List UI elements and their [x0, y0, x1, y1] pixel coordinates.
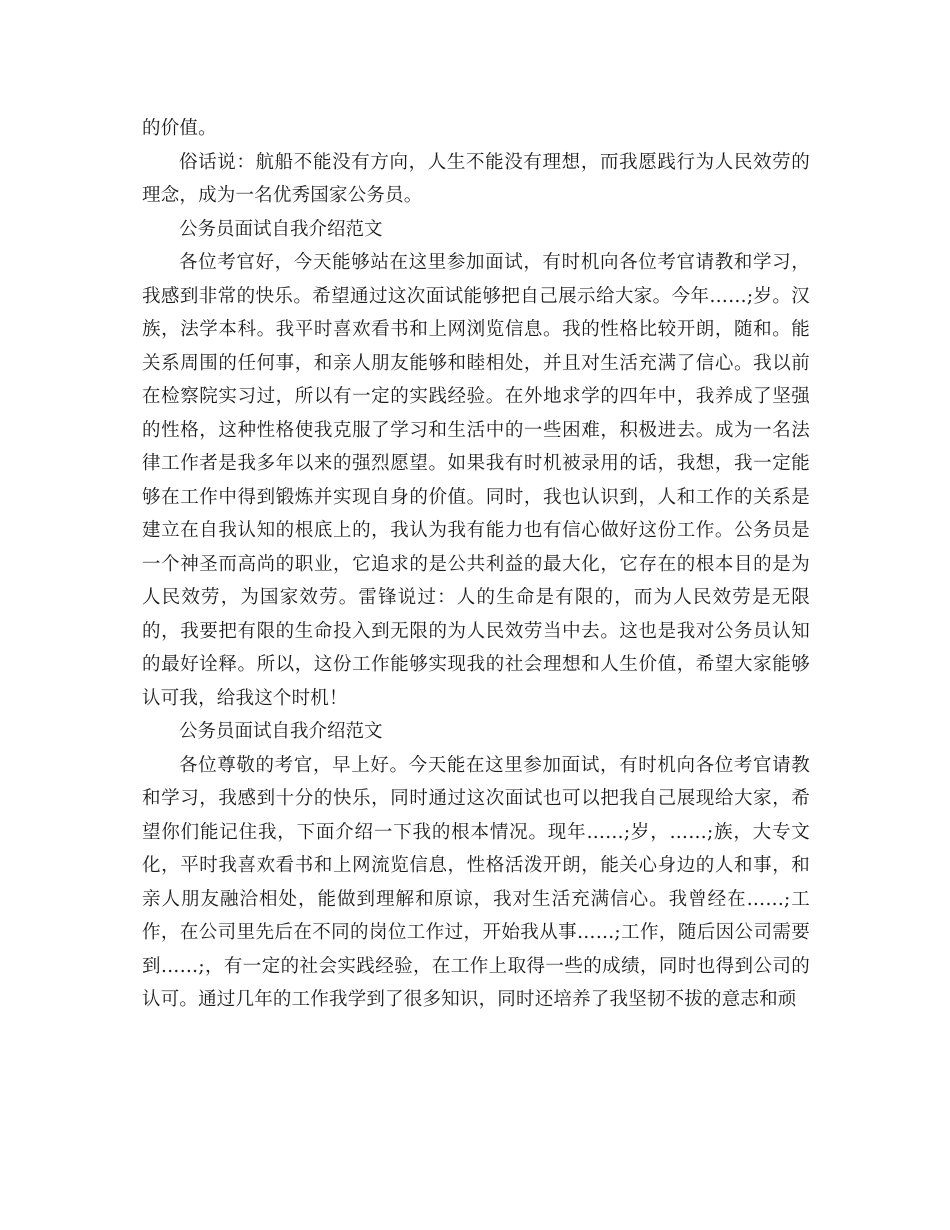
paragraph-continuation: 的价值。 — [142, 118, 217, 139]
document-body — [142, 112, 810, 1017]
paragraph-sample-2: 各位尊敬的考官，早上好。今天能在这里参加面试，有时机向各位考官请教和学习，我感到十分的快乐，同时通过这次面试也可以把我自己展现给大家，希望你们能记住我，下面介绍一下我的根本情况。现年……;岁，……;族，大专文化，平时我喜欢看书和上网流览信息，性格活泼开朗，能关心身边的人和事，和亲人朋友融洽相处，能做到理解和原谅，我对生活充满信心。我曾经在……;工作，在公司里先后在不同的岗位工作过，开始我从事……;工作，随后因公司需要到……;，有一定的社会实践经验，在工作上取得一些的成绩，同时也得到公司的认可。通过几年的工作我学到了很多知识，同时还培养了我坚韧不拔的意志和顽 — [142, 754, 810, 1010]
section-heading-1: 公务员面试自我介绍范文 — [179, 218, 383, 240]
paragraph-sample-1: 各位考官好，今天能够站在这里参加面试，有时机向各位考官请教和学习，我感到非常的快乐。希望通过这次面试能够把自己展示给大家。今年……;岁。汉族，法学本科。我平时喜欢看书和上网浏览信息。我的性格比较开朗，随和。能关系周围的任何事，和亲人朋友能够和睦相处，并且对生活充满了信心。我以前在检察院实习过，所以有一定的实践经验。在外地求学的四年中，我养成了坚强的性格，这种性格使我克服了学习和生活中的一些困难，积极进去。成为一名法律工作者是我多年以来的强烈愿望。如果我有时机被录用的话，我想，我一定能够在工作中得到锻炼并实现自身的价值。同时，我也认识到，人和工作的关系是建立在自我认知的根底上的，我认为我有能力也有信心做好这份工作。公务员是一个神圣而高尚的职业，它追求的是公共利益的最大化，它存在的根本目的是为人民效劳，为国家效劳。雷锋说过：人的生命是有限的，而为人民效劳是无限的，我要把有限的生命投入到无限的为人民效劳当中去。这也是我对公务员认知的最好诠释。所以，这份工作能够实现我的社会理想和人生价值，希望大家能够认可我，给我这个时机！ — [142, 252, 810, 709]
paragraph-proverb: 俗话说：航船不能没有方向，人生不能没有理想，而我愿践行为人民效劳的理念，成为一名优秀国家公务员。 — [142, 151, 810, 206]
section-heading-2: 公务员面试自我介绍范文 — [179, 721, 383, 742]
